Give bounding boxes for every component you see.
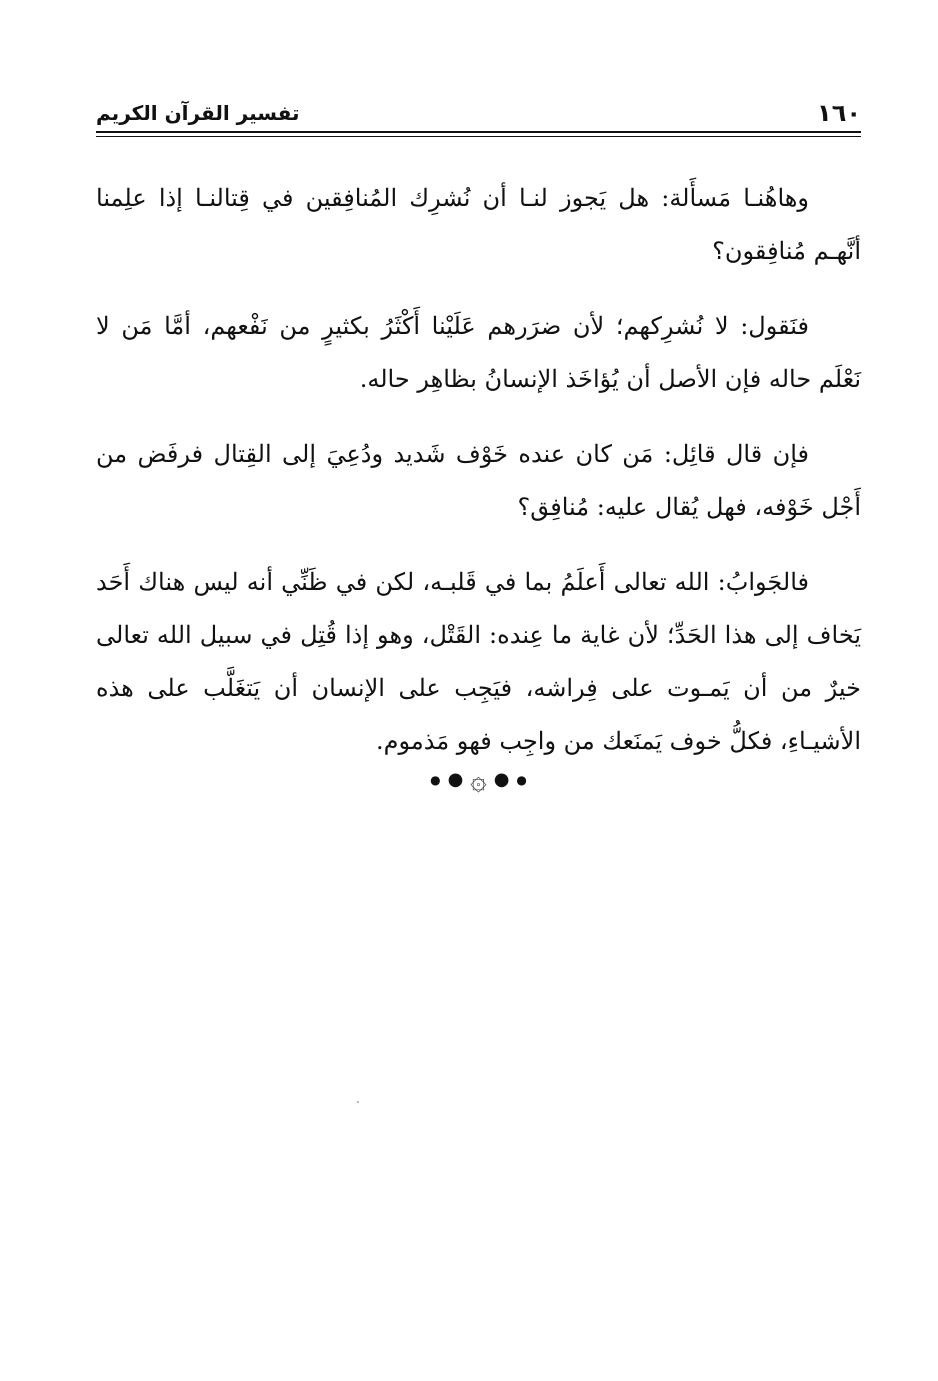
paragraph-question: وهاهُنـا مَسأَلة: هل يَجوز لنـا أن نُشرِك المُنافِقين في قِتالنـا إذا علِمنا أنَّهـم مُنافِقون؟ bbox=[96, 184, 861, 265]
running-header bbox=[96, 92, 861, 128]
dot-large-icon: ● bbox=[447, 769, 464, 790]
body-text bbox=[96, 172, 861, 790]
dot-small-icon: ● bbox=[430, 773, 441, 787]
dot-small-icon: ● bbox=[516, 773, 527, 787]
page-number: ١٦٠ bbox=[817, 99, 861, 127]
section-end-ornament bbox=[96, 760, 861, 800]
paragraph-answer: فنَقول: لا نُشرِكهم؛ لأن ضرَرهم عَلَيْنا أَكْثَرُ بكثيرٍ من نَفْعهم، أمَّا مَن لا نَعْلَم حاله فإن الأصل أن يُؤاخَذ الإنسانُ بظاهِر حاله. bbox=[96, 312, 861, 393]
book-title: تفسير القرآن الكريم bbox=[96, 101, 300, 125]
paragraph-response: فالجَوابُ: الله تعالى أَعلَمُ بما في قَلبـه، لكن في ظَنِّي أنه ليس هناك أَحَد يَخاف إلى هذا الحَدِّ؛ لأن غاية ما عِنده: القَتْل، وهو إذا قُتِل في سبيل الله تعالى خيرٌ من أن يَمـوت على فِراشه، فيَجِب على الإنسان أن يَتغَلَّب على هذه الأشيـاءِ، فكلُّ خوف يَمنَعك من واجِب فهو مَذموم. bbox=[96, 568, 861, 755]
paragraph-objection: فإن قال قائِل: مَن كان عنده خَوْف شَديد ودُعِيَ إلى القِتال فرفَض من أَجْل خَوْفه، فهل يُقال عليه: مُنافِق؟ bbox=[96, 440, 861, 521]
header-rule bbox=[96, 131, 861, 133]
flower-ornament-icon: ۞ bbox=[470, 763, 487, 796]
scan-speck bbox=[357, 1101, 359, 1103]
header-rule-thin bbox=[96, 136, 861, 137]
dot-large-icon: ● bbox=[493, 769, 510, 790]
